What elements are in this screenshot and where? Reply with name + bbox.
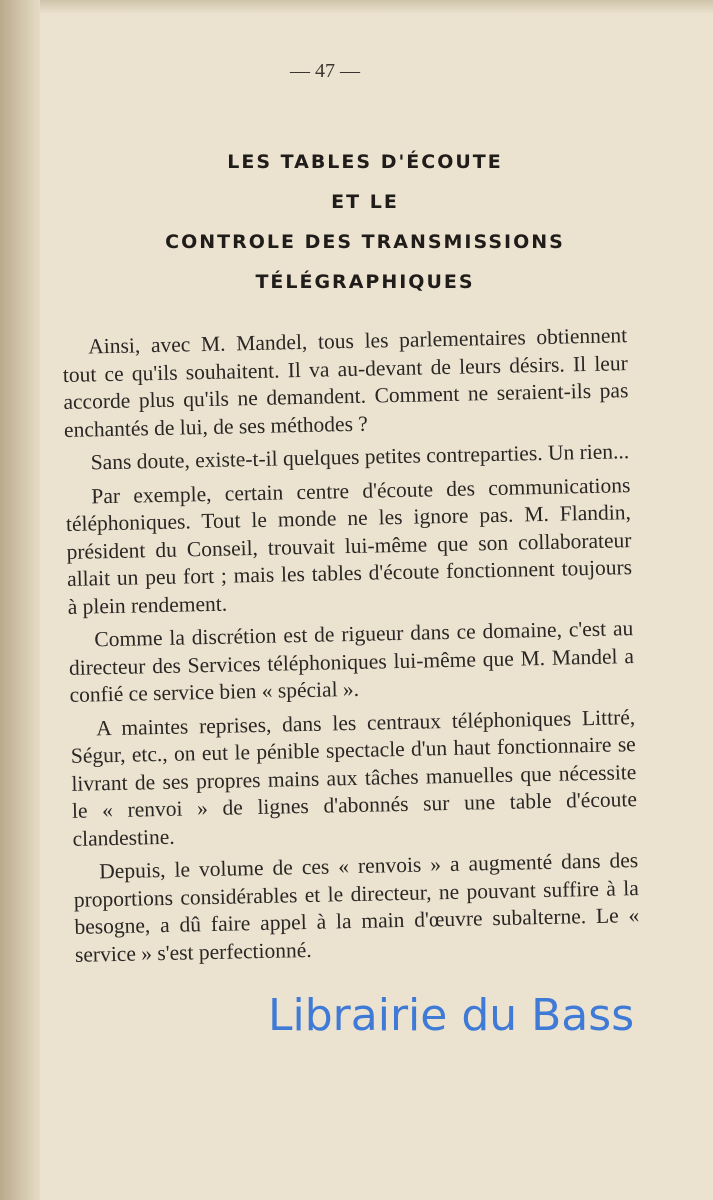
paragraph: A maintes reprises, dans les centraux téléphoniques Littré, Ségur, etc., on eut le pénible spectacle d'un haut fonctionnaire se livrant de ses propres mains aux tâches manuelles que nécessite le « renvoi » de lignes d'abonnés sur une table d'écoute clandestine. (70, 704, 638, 851)
title-line-4: TÉLÉGRAPHIQUES (255, 271, 475, 293)
paragraph: Depuis, le volume de ces « renvois » a augmenté dans des proportions considérables et le directeur, ne pouvant suffire à la besogne, a dû faire appel à la main d'œuvre subalterne. Le « service » s'est perfectionné. (73, 848, 640, 967)
body-text (62, 322, 640, 975)
page-binding-shadow (0, 0, 40, 1200)
title-line-1: LES TABLES D'ÉCOUTE (227, 151, 503, 173)
chapter-title (80, 142, 650, 302)
paragraph: Comme la discrétion est de rigueur dans ce domaine, c'est au directeur des Services téléphoniques lui-même que M. Mandel a confié ce service bien « spécial ». (68, 616, 635, 707)
page-top-edge (0, 0, 713, 14)
watermark-text: Librairie du Bass (268, 990, 635, 1041)
paragraph: Par exemple, certain centre d'écoute des communications téléphoniques. Tout le monde ne les ignore pas. M. Flandin, président du Conseil, trouvait lui-même que son collaborateur allait un peu fort ; mais les tables d'écoute fonctionnent toujours à plein rendement. (65, 472, 633, 619)
page-number: — 47 — (290, 60, 360, 82)
paragraph: Sans doute, existe-t-il quelques petites contreparties. Un rien... (90, 439, 630, 475)
title-line-2: ET LE (331, 191, 399, 213)
paragraph: Ainsi, avec M. Mandel, tous les parlementaires obtiennent tout ce qu'ils souhaitent. Il va au-devant de leurs désirs. Il leur accorde plus qu'ils ne demandent. Comment ne seraient-ils pas enchantés de lui, de ses méthodes ? (62, 323, 629, 442)
title-line-3: CONTROLE DES TRANSMISSIONS (165, 231, 565, 253)
